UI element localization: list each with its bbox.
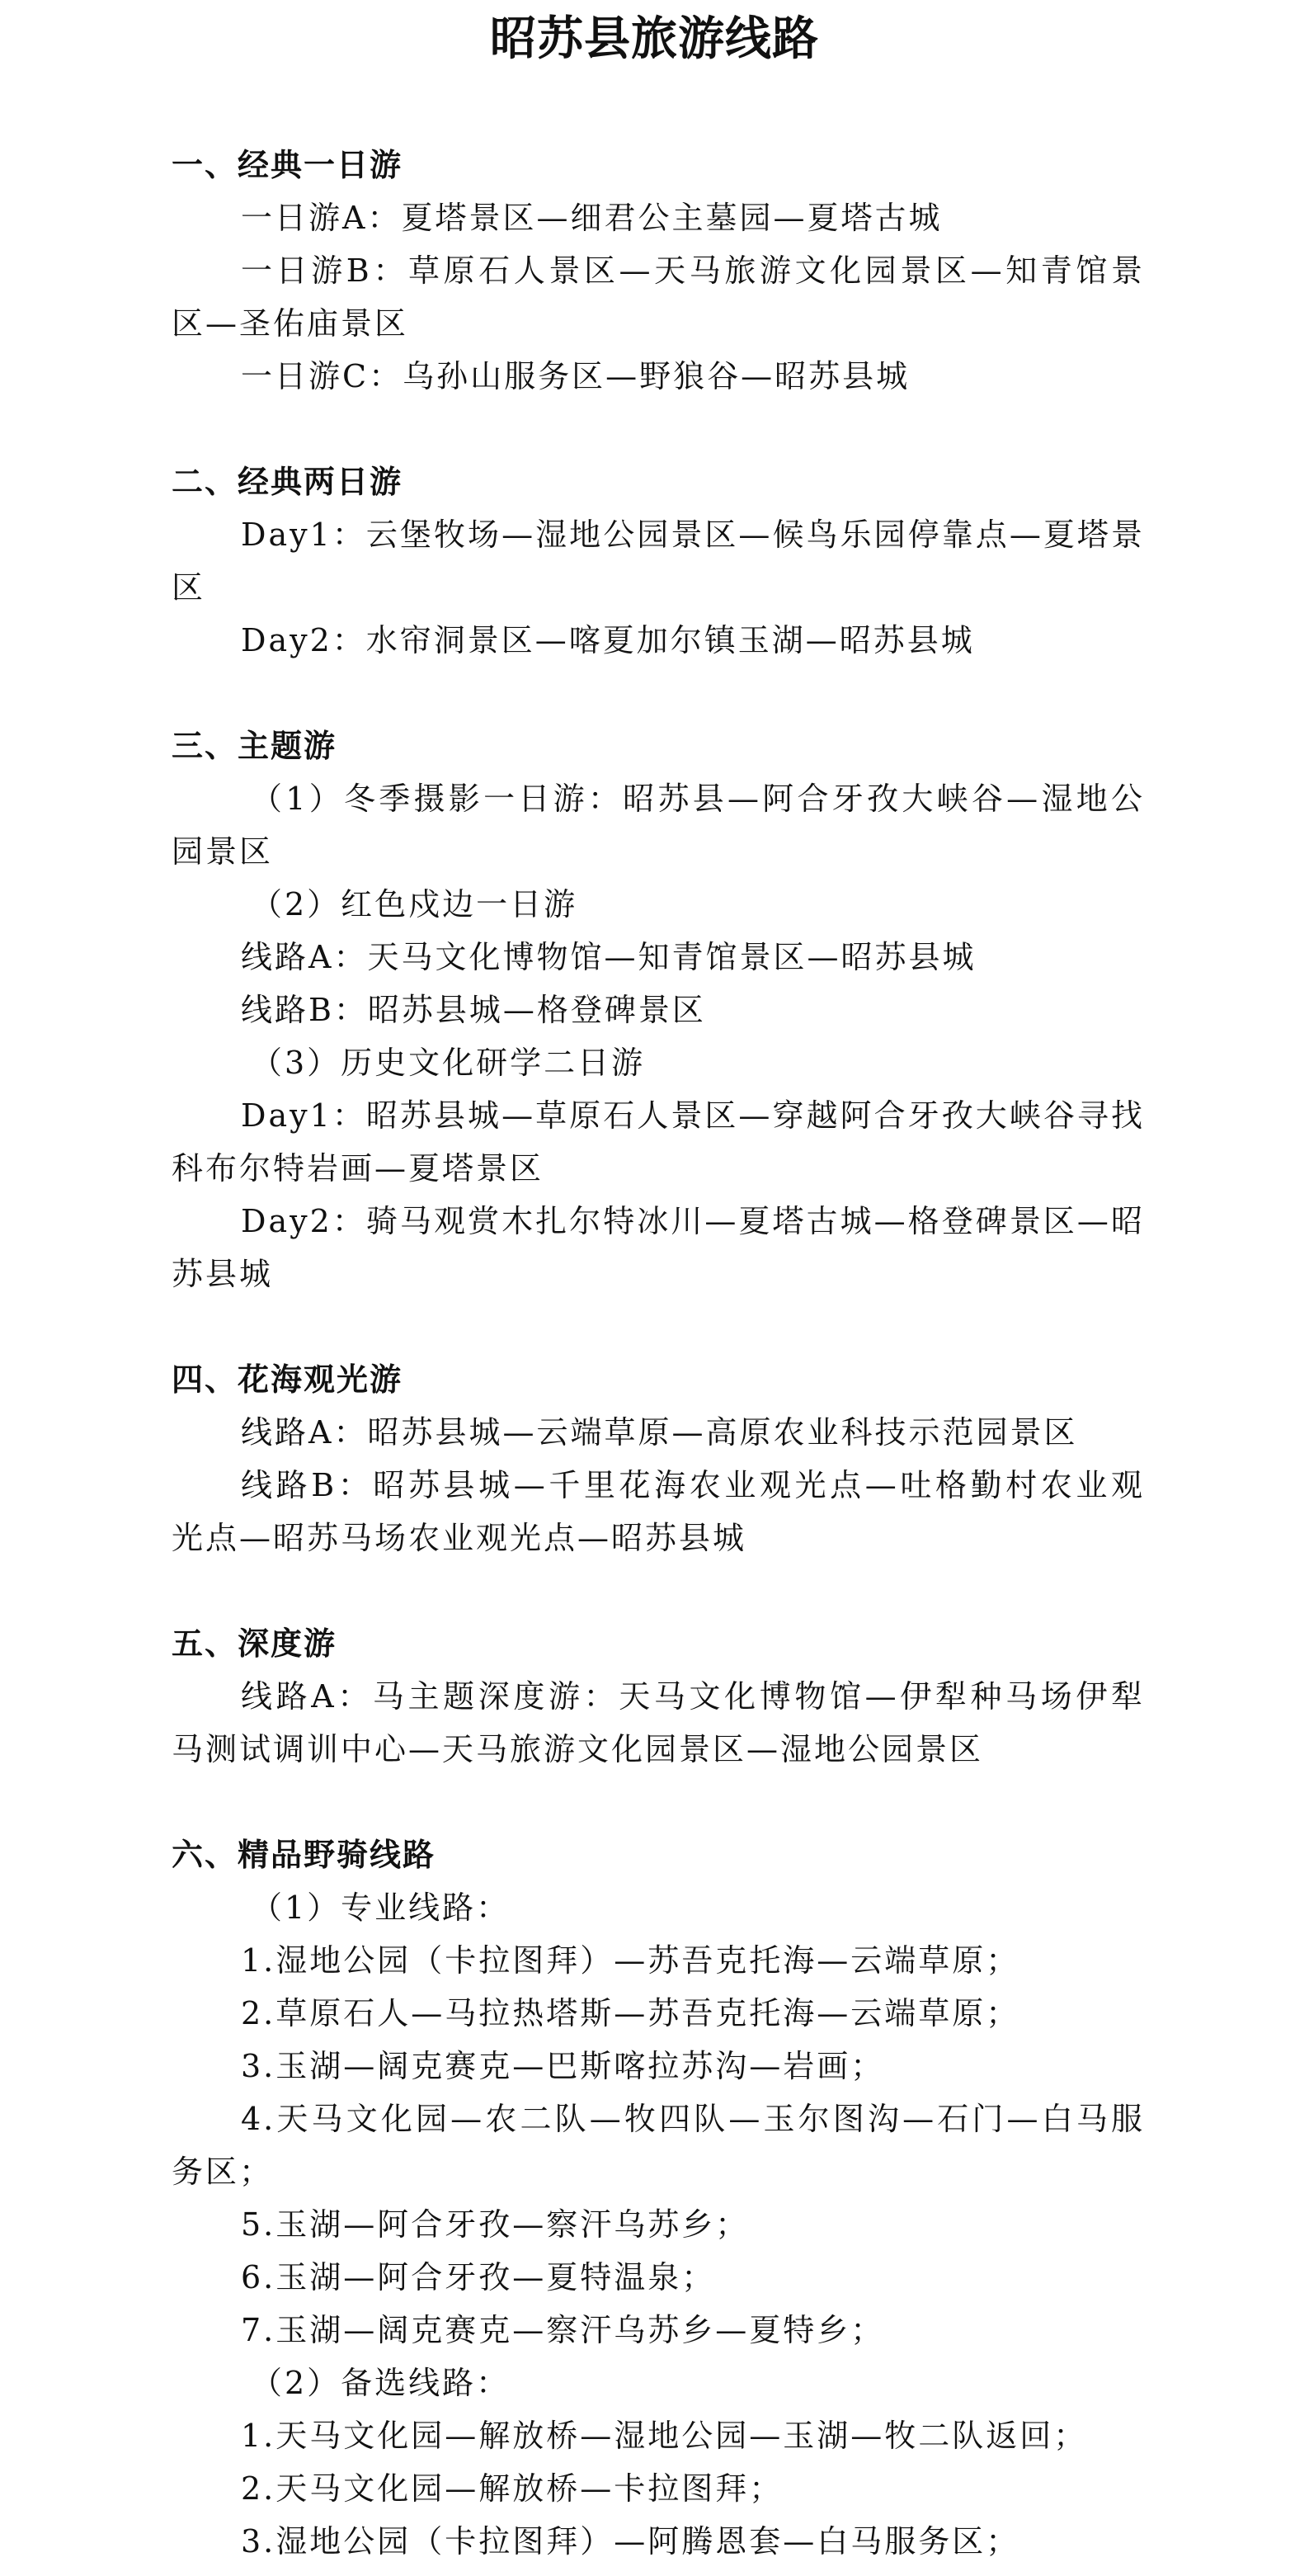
route-line: 7.玉湖—阔克赛克—察汗乌苏乡—夏特乡； — [241, 2312, 885, 2348]
route-line: （1）冬季摄影一日游：昭苏县—阿合牙孜大峡谷—湿地公园景区 — [172, 781, 1145, 870]
section-6 — [172, 1828, 1145, 2568]
route-line: Day1：昭苏县城—草原石人景区—穿越阿合牙孜大峡谷寻找科布尔特岩画—夏塔景区 — [172, 1097, 1145, 1187]
route-line: Day2：水帘洞景区—喀夏加尔镇玉湖—昭苏县城 — [241, 622, 975, 658]
section-heading: 二、经典两日游 — [172, 464, 403, 500]
route-line: Day1：云堡牧场—湿地公园景区—候鸟乐园停靠点—夏塔景区 — [172, 517, 1145, 606]
route-line: 一日游B：草原石人景区—天马旅游文化园景区—知青馆景区—圣佑庙景区 — [172, 252, 1145, 342]
route-line: 线路B：昭苏县城—千里花海农业观光点—吐格勤村农业观光点—昭苏马场农业观光点—昭苏县城 — [172, 1467, 1145, 1556]
route-line: 2.草原石人—马拉热塔斯—苏吾克托海—云端草原； — [241, 1995, 1020, 2031]
route-line: （1）专业线路： — [251, 1890, 511, 1926]
route-line: 1.天马文化园—解放桥—湿地公园—玉湖—牧二队返回； — [241, 2418, 1088, 2454]
route-line: 5.玉湖—阿合牙孜—察汗乌苏乡； — [241, 2206, 750, 2243]
document-body — [172, 139, 1145, 2568]
route-line: 一日游A：夏塔景区—细君公主墓园—夏塔古城 — [241, 200, 943, 236]
route-line: 线路A：昭苏县城—云端草原—高原农业科技示范园景区 — [241, 1414, 1078, 1451]
section-heading: 五、深度游 — [172, 1625, 337, 1662]
route-line: 1.湿地公园（卡拉图拜）—苏吾克托海—云端草原； — [241, 1942, 1020, 1979]
route-line: 3.玉湖—阔克赛克—巴斯喀拉苏沟—岩画； — [241, 2048, 885, 2084]
route-line: 线路A：天马文化博物馆—知青馆景区—昭苏县城 — [241, 939, 977, 975]
route-line: 一日游C：乌孙山服务区—野狼谷—昭苏县城 — [241, 358, 911, 394]
section-heading: 三、主题游 — [172, 728, 337, 764]
route-line: 2.天马文化园—解放桥—卡拉图拜； — [241, 2470, 784, 2507]
section-1 — [172, 139, 1145, 403]
route-line: 线路B：昭苏县城—格登碑景区 — [241, 992, 706, 1028]
section-5 — [172, 1617, 1145, 1776]
section-4 — [172, 1353, 1145, 1564]
section-3 — [172, 719, 1145, 1300]
route-line: （2）红色戍边一日游 — [251, 886, 578, 922]
route-line: 4.天马文化园—农二队—牧四队—玉尔图沟—石门—白马服务区； — [172, 2101, 1145, 2190]
section-heading: 四、花海观光游 — [172, 1361, 403, 1398]
route-line: 3.湿地公园（卡拉图拜）—阿腾恩套—白马服务区； — [241, 2523, 1020, 2559]
section-heading: 六、精品野骑线路 — [172, 1837, 436, 1873]
route-line: Day2：骑马观赏木扎尔特冰川—夏塔古城—格登碑景区—昭苏县城 — [172, 1203, 1145, 1292]
route-line: 线路A：马主题深度游：天马文化博物馆—伊犁种马场伊犁马测试调训中心—天马旅游文化园景区—湿地公园景区 — [172, 1678, 1145, 1767]
section-heading: 一、经典一日游 — [172, 147, 403, 183]
route-line: （2）备选线路： — [251, 2365, 511, 2401]
route-line: 6.玉湖—阿合牙孜—夏特温泉； — [241, 2259, 716, 2295]
document-title: 昭苏县旅游线路 — [490, 12, 819, 66]
route-line: （3）历史文化研学二日游 — [251, 1045, 646, 1081]
section-2 — [172, 455, 1145, 667]
